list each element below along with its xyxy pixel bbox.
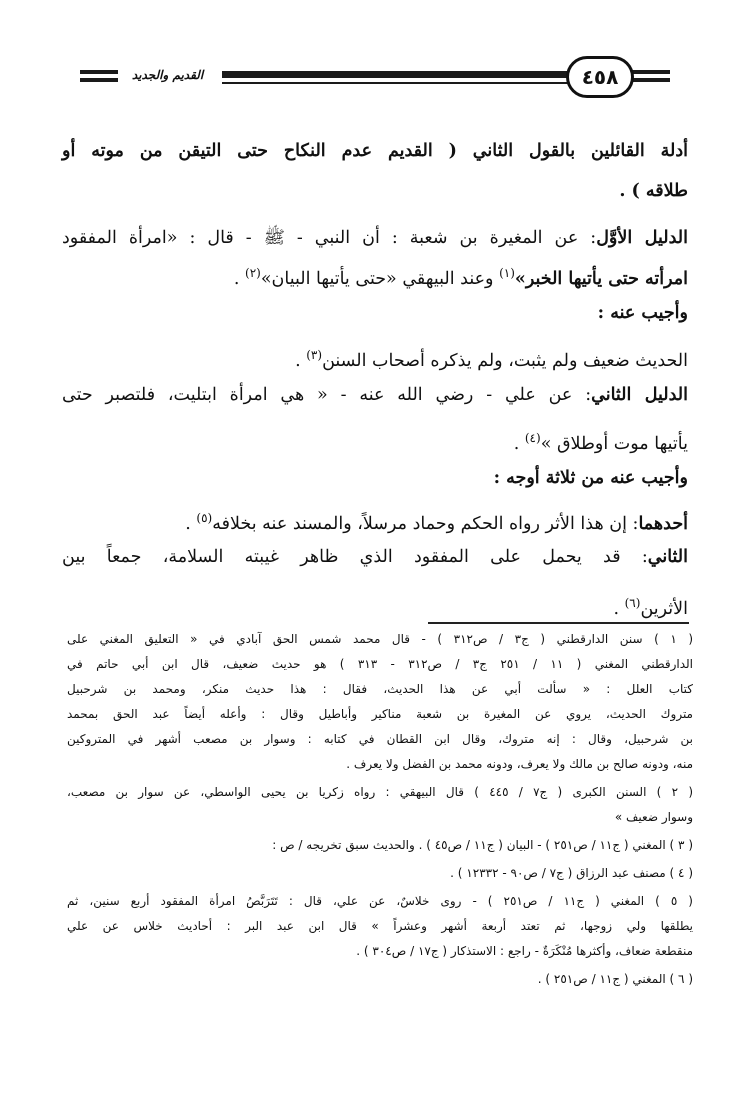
period: . <box>613 598 625 619</box>
header-rule-center-thin <box>222 82 568 84</box>
period: . <box>185 513 197 534</box>
footnote-line: ( ٥ ) المغني ( ج١١ / ص٢٥١ ) - روى خلاسٌ، عن علي، قال : تَتَرَبَّصُ امرأة المفقود أربع سنين، ثم <box>67 894 693 908</box>
footnote-ref-1[interactable]: (١) <box>499 266 515 280</box>
evidence-1-label: الدليل الأوَّل <box>596 228 688 248</box>
header-rule-left-top <box>80 70 118 74</box>
footnote-line: منه، ودونه صالح بن مالك ولا يعرف، ودونه محمد بن الفضل ولا يعرف . <box>346 757 693 771</box>
footnote-line: ( ٤ ) مصنف عبد الرزاق ( ج٧ / ص٩٠ - ١٢٣٣٢ ) . <box>450 866 693 880</box>
footnote-line: ( ٢ ) السنن الكبرى ( ج٧ / ٤٤٥ ) قال البيهقي : رواه زكريا بن يحيى الواسطي، عن سوار بن مصعب، <box>67 785 693 799</box>
answer-1-text: الحديث ضعيف ولم يثبت، ولم يذكره أصحاب السنن <box>322 350 688 371</box>
evidence-2-quote: يأتيها موت أوطلاق » <box>540 433 688 454</box>
evidence-2-line-2 <box>62 423 688 459</box>
footnote-ref-4[interactable]: (٤) <box>524 431 541 445</box>
footnote-ref-3[interactable]: (٣) <box>306 348 323 362</box>
answer-2-label: وأجيب عنه من ثلاثة أوجه : <box>493 468 688 488</box>
page-number-badge <box>566 56 634 98</box>
evidence-1-line-1 <box>62 223 688 253</box>
first-answer-line <box>62 503 688 539</box>
first-answer-text: : إن هذا الأثر رواه الحكم وحماد مرسلاً، والمسند عنه بخلافه <box>212 513 639 534</box>
footnote-line: وسوار ضعيف » <box>614 810 693 824</box>
heading-line-2: طلاقه ) . <box>619 181 688 201</box>
second-answer-text: : قد يحمل على المفقود الذي ظاهر غيبته السلامة، جمعاً بين <box>62 547 648 567</box>
running-title: القديم والجديد <box>131 68 204 82</box>
period: . <box>513 433 525 454</box>
footnote-ref-2[interactable]: (٢) <box>245 266 261 280</box>
footnote-line: الدارقطني المغني ( ١١ / ٢٥١ ج٣ / ص٣١٢ - ٣١٣ ) هو حديث ضعيف، قال ابن أبي حاتم في <box>67 657 693 671</box>
footnote-line: منقطعة ضعاف، وأكثرها مُنْكَرَةٌ - راجع : الاستذكار ( ج١٧ / ص٣٠٤ ) . <box>356 944 693 958</box>
answer-1-label: وأجيب عنه : <box>597 303 688 323</box>
evidence-1-bayhaqi: وعند البيهقي «حتى يأتيها البيان» <box>260 268 500 289</box>
footnote-line: ( ١ ) سنن الدارقطني ( ج٣ / ص٣١٢ ) - قال محمد شمس الحق آبادي في « التعليق المغني على <box>67 632 694 646</box>
header-rule-right-bottom <box>630 78 670 82</box>
evidence-2-label: الدليل الثاني <box>591 385 688 405</box>
period: . <box>233 268 246 289</box>
footnote-line: ( ٣ ) المغني ( ج١١ / ص٢٥١ ) - البيان ( ج١١ / ص٤٥ ) . والحديث سبق تخريجه / ص : <box>272 838 693 852</box>
second-answer-label: الثاني <box>647 547 688 567</box>
page-number: ٤٥٨ <box>581 65 619 89</box>
footnote-separator <box>428 622 689 624</box>
footnote-line: ( ٦ ) المغني ( ج١١ / ص٢٥١ ) . <box>537 972 693 986</box>
second-answer-line-1 <box>62 542 688 572</box>
evidence-1-quote: امرأته حتى يأتيها الخبر» <box>514 268 688 289</box>
footnote-line: يطلقها ولي زوجها، ثم تعتد أربعة أشهر وعشراً » قال ابن عبد البر : أحاديث خلاس عن علي <box>67 919 693 933</box>
footnote-ref-5[interactable]: (٥) <box>196 511 213 525</box>
evidence-1-line-2 <box>62 258 688 294</box>
footnote-line: كتاب العلل : « سألت أبي عن هذا الحديث، فقال : هذا حديث منكر، ومحمد بن شرحبيل <box>67 682 693 696</box>
header-rule-left-bottom <box>80 78 118 82</box>
footnote-line: بن شرحبيل، وقال : إنه متروك، وقال ابن القطان في كتابه : وسوار بن مصعب أشهر في المتروكين <box>67 732 693 746</box>
evidence-2-text: : عن علي - رضي الله عنه - « هي امرأة ابتليت، فلتصبر حتى <box>62 385 592 405</box>
footnote-ref-6[interactable]: (٦) <box>624 596 641 610</box>
second-answer-line-2 <box>62 588 688 624</box>
footnote-line: متروك الحديث، يروي عن المغيرة بن شعبة مناكير وأباطيل وقال : وأعله أيضاً عبد الحق بمحمد <box>67 707 693 721</box>
period: . <box>295 350 307 371</box>
evidence-1-text: : عن المغيرة بن شعبة : أن النبي - ﷺ - قال : «امرأة المفقود <box>62 228 597 248</box>
first-answer-label: أحدهما <box>638 513 688 534</box>
header-rule-center-thick <box>222 71 568 78</box>
header-rule-right-top <box>630 70 670 74</box>
heading-line-1: أدلة القائلين بالقول الثاني ( القديم عدم النكاح حتى التيقن من موته أو <box>62 141 688 161</box>
evidence-2-line-1 <box>62 380 688 410</box>
answer-1-line <box>62 340 688 376</box>
second-answer-text-end: الأثرين <box>640 598 688 619</box>
